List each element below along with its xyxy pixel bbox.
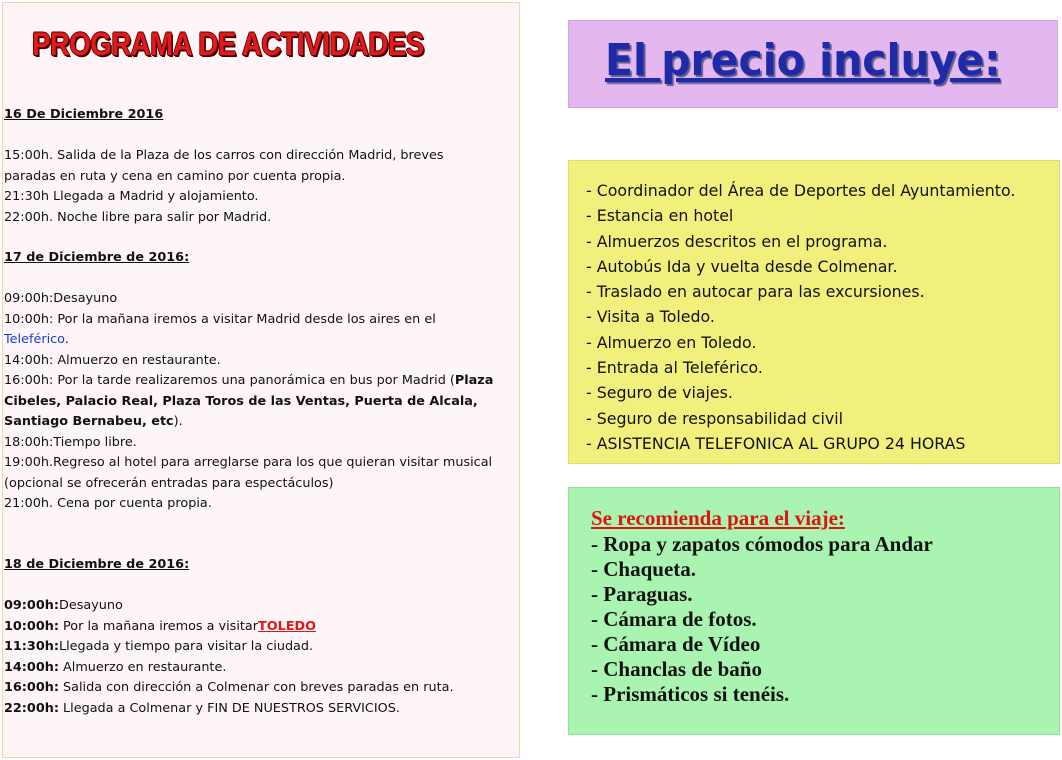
day-2-line: 21:00h. Cena por cuenta propia. <box>4 496 212 511</box>
recommend-item: - Cámara de Vídeo <box>591 632 761 656</box>
include-item: - Seguro de responsabilidad civil <box>586 408 843 428</box>
bold-text: Plaza <box>454 373 494 388</box>
include-item: - Autobús Ida y vuelta desde Colmenar. <box>586 256 898 276</box>
day-1-line: 15:00h. Salida de la Plaza de los carros con dirección Madrid, breves <box>4 148 444 163</box>
recommend-title: Se recomienda para el viaje: <box>591 506 845 530</box>
day-1-section <box>4 105 504 228</box>
time-label: 10:00h: <box>4 618 59 634</box>
recommend-item: - Chanclas de baño <box>591 657 762 681</box>
line-text: 16:00h: Por la tarde realizaremos una panorámica en bus por Madrid ( <box>4 373 455 388</box>
recommend-item: - Paraguas. <box>591 582 693 606</box>
day-2-line: (opcional se ofrecerán entradas para espectáculos) <box>4 475 334 491</box>
include-item: - Coordinador del Área de Deportes del Ayuntamiento. <box>586 181 1016 200</box>
time-label: 11:30h: <box>4 639 59 654</box>
line-text: Llegada y tiempo para visitar la ciudad. <box>58 639 314 654</box>
day-2-line: 10:00h: Por la mañana iremos a visitar Madrid desde los aires en el <box>4 311 436 327</box>
punctuation: . <box>64 332 69 347</box>
day-1-line: 21:30h Llegada a Madrid y alojamiento. <box>4 189 259 204</box>
time-label: 09:00h: <box>4 598 59 613</box>
include-item: - Estancia en hotel <box>586 206 734 226</box>
day-2-line: Cibeles, Palacio Real, Plaza Toros de las Ventas, Puerta de Alcala, <box>4 393 478 409</box>
day-3-line <box>4 678 504 699</box>
recommend-item: - Chaqueta. <box>591 557 697 581</box>
teleferico-link[interactable]: Teleférico <box>4 332 65 347</box>
day-2-section <box>4 248 504 515</box>
time-label: 16:00h: <box>4 680 59 695</box>
price-banner <box>568 20 1058 108</box>
include-item: - Visita a Toledo. <box>586 307 715 327</box>
time-label: 14:00h: <box>4 659 59 675</box>
day-1-line: paradas en ruta y cena en camino por cuenta propia. <box>4 168 346 184</box>
include-item: - Traslado en autocar para las excursiones. <box>586 282 925 302</box>
day-3-line <box>4 699 504 720</box>
include-item: - Seguro de viajes. <box>586 383 733 403</box>
day-2-line <box>4 371 504 392</box>
day-3-section <box>4 555 504 719</box>
day-2-line: 18:00h:Tiempo libre. <box>4 434 137 450</box>
day-2-line: 09:00h:Desayuno <box>4 291 118 306</box>
toledo-link[interactable]: TOLEDO <box>258 618 317 634</box>
bold-text: Santiago Bernabeu, etc <box>4 414 174 429</box>
line-text: Por la mañana iremos a visitar <box>58 618 259 634</box>
punctuation: ). <box>173 414 183 429</box>
line-text: Llegada a Colmenar y FIN DE NUESTROS SERVICIOS. <box>58 700 400 716</box>
day-3-line <box>4 617 504 638</box>
line-text: Desayuno <box>58 598 123 613</box>
include-item: - Almuerzo en Toledo. <box>586 332 757 352</box>
recommend-item: - Cámara de fotos. <box>591 607 757 631</box>
recommend-item: - Ropa y zapatos cómodos para Andar <box>591 532 933 556</box>
include-item: - Almuerzos descritos en el programa. <box>586 231 888 251</box>
line-text: Almuerzo en restaurante. <box>58 659 227 675</box>
recommend-list <box>591 506 1051 707</box>
day-2-line <box>4 330 504 351</box>
day-3-line <box>4 658 504 679</box>
day-3-heading: 18 de Diciembre de 2016: <box>4 557 190 572</box>
program-title: PROGRAMA DE ACTIVIDADES <box>32 26 424 62</box>
day-1-heading: 16 De Diciembre 2016 <box>4 107 164 122</box>
line-text: Salida con dirección a Colmenar con breves paradas en ruta. <box>58 680 454 695</box>
day-2-line <box>4 412 504 433</box>
day-2-line: 14:00h: Almuerzo en restaurante. <box>4 352 221 368</box>
day-2-heading: 17 de Diciembre de 2016: <box>4 250 190 265</box>
include-item: - ASISTENCIA TELEFONICA AL GRUPO 24 HORAS <box>586 433 966 453</box>
day-3-line <box>4 596 504 617</box>
include-item: - Entrada al Teleférico. <box>586 358 763 378</box>
price-title: El precio incluye: <box>605 35 1001 86</box>
day-1-line: 22:00h. Noche libre para salir por Madrid. <box>4 209 272 225</box>
time-label: 22:00h: <box>4 700 59 716</box>
recommend-item: - Prismáticos si tenéis. <box>591 682 790 706</box>
day-2-line: 19:00h.Regreso al hotel para arreglarse para los que quieran visitar musical <box>4 455 493 470</box>
includes-list <box>586 178 1056 456</box>
day-3-line <box>4 637 504 658</box>
